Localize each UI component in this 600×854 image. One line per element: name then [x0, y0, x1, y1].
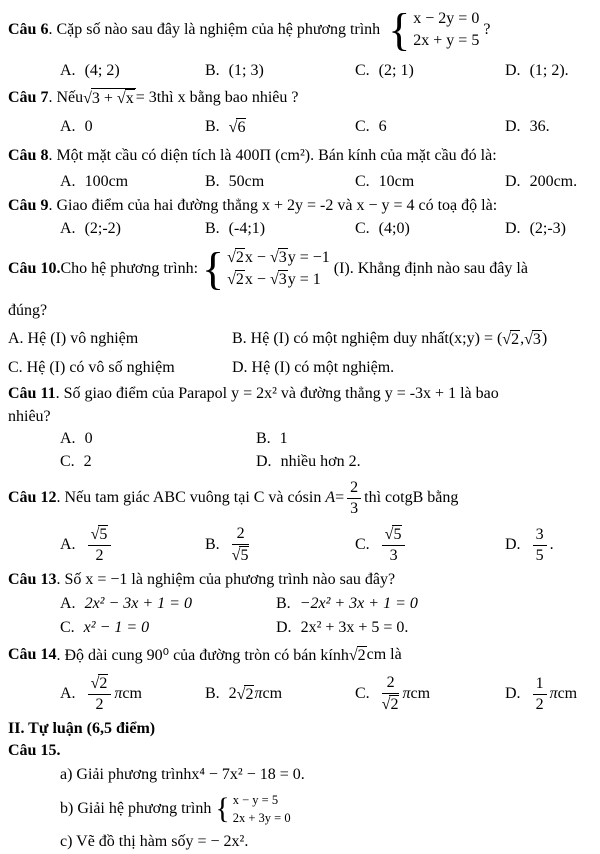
question-15-part-c: c) Vẽ đồ thị hàm số y = − 2x². [60, 833, 249, 850]
option-a: A. (2;-2) [60, 220, 121, 237]
question-label: Câu 11 [8, 385, 56, 402]
question-14 [8, 640, 592, 718]
option-c: C. 10cm [355, 173, 415, 190]
fraction: $\frac{2}{3}$ [347, 479, 361, 518]
question-text-tail: ? [483, 21, 491, 38]
equation-system [202, 246, 330, 292]
option-c: C. 6 [355, 118, 387, 135]
option-a: A. √ $\frac{2}{2}$ π cm [60, 670, 205, 718]
question-13-options-ab [60, 592, 592, 616]
inner-radical: √ x [117, 90, 135, 107]
system-equation-1: √ 2x − √ 3y = −1 [227, 247, 330, 269]
question-9-statement: Câu 9 . Giao điểm của hai đường thẳng x + 2y = -2 và x − y = 4 có toạ độ là: [8, 197, 498, 214]
option-a: A. Hệ (I) vô nghiệm [8, 330, 139, 347]
question-8-options [60, 170, 592, 194]
option-d: D. Hệ (I) có một nghiệm. [232, 359, 395, 376]
option-a: A. √ $\frac{5}{2}$ [60, 522, 205, 568]
radical: √ 2 [502, 330, 520, 349]
question-11-options-cd [60, 450, 592, 474]
option-b: B. 1 [256, 430, 288, 447]
option-b: B. −2x² + 3x + 1 = 0 [276, 595, 418, 612]
question-text: . Cặp số nào sau đây là nghiệm của hệ phương trình [48, 21, 381, 38]
radical: √ 2 [237, 685, 255, 704]
question-11 [8, 382, 592, 474]
option-d: D. $\frac{3}{5}$ . [505, 525, 554, 564]
option-b: B. (1; 3) [205, 62, 264, 79]
option-a: A. 0 [60, 118, 93, 135]
option-c: C. (4;0) [355, 220, 410, 237]
option-c: C. 2 [60, 453, 92, 470]
fraction: $\frac{1}{2}$ [533, 675, 547, 714]
question-15 [8, 740, 592, 854]
question-11-statement-cont: nhiêu? [8, 408, 51, 425]
question-10-statement-cont: đúng? [8, 302, 48, 319]
radical: √ 6 [229, 118, 247, 137]
radical: √ 2 [349, 646, 367, 665]
question-13-statement: Câu 13 . Số x = −1 là nghiệm của phương trình nào sau đây? [8, 571, 396, 588]
question-15-part-a: a) Giải phương trình x⁴ − 7x² − 18 = 0. [60, 766, 305, 783]
system-equation-1: x − 2y = 0 [413, 9, 480, 27]
question-13-options-cd [60, 616, 592, 640]
option-d: D. (2;-3) [505, 220, 566, 237]
option-b: B. Hệ (I) có một nghiệm duy nhất (x;y) = ( √ 2 , √ 3 ) [232, 324, 592, 354]
question-label: Câu 10. [8, 260, 61, 277]
fraction: √ $\frac{5}{2}$ [88, 525, 112, 565]
option-d: D. (1; 2). [505, 62, 569, 79]
question-14-options [60, 670, 592, 718]
option-a: A. 2x² − 3x + 1 = 0 [60, 595, 192, 612]
question-10-options-cd [8, 354, 592, 382]
question-label: Câu 15. [8, 742, 61, 759]
question-15-part-b: b) Giải hệ phương trình { x − y = 5 2x + 3y = 0 [60, 788, 592, 830]
question-label: Câu 12 [8, 489, 57, 506]
option-b: B. 2 √ 2 π cm [205, 670, 355, 718]
question-6-statement [8, 2, 592, 58]
question-9-options [60, 218, 592, 240]
option-c: C. (2; 1) [355, 62, 414, 79]
question-11-options-ab [60, 428, 592, 450]
option-d: D. nhiều hơn 2. [256, 453, 361, 470]
fraction: √ $\frac{2}{2}$ [88, 674, 112, 714]
equation-system [388, 7, 479, 53]
option-c: C. √ $\frac{5}{3}$ [355, 522, 505, 568]
question-label: Câu 13 [8, 571, 57, 588]
question-label: Câu 6 [8, 21, 49, 38]
option-d: D. 200cm. [505, 173, 578, 190]
system-equation-1: x − y = 5 [232, 792, 279, 807]
question-10 [8, 240, 592, 382]
question-label: Câu 7 [8, 89, 49, 106]
question-7-statement: Câu 7 . Nếu √ 3 + √ x = 3 thì x bằng bao nhiêu ? [8, 84, 592, 112]
fraction: 2 √ 2 [382, 674, 400, 714]
question-label: Câu 9 [8, 197, 49, 214]
fraction: $\frac{3}{5}$ [533, 526, 547, 565]
question-12 [8, 474, 592, 568]
question-8-statement: Câu 8 . Một mặt cầu có diện tích là 400Π (cm²). Bán kính của mặt cầu đó là: [8, 147, 497, 164]
question-label: Câu 14 [8, 646, 57, 663]
radical: √ 3 [524, 330, 542, 349]
question-10-statement: Câu 10. Cho hệ phương trình: { √ 2x − √ 3y = −1 √ 2x − √ 3y = 1 (I). Khẳng định nào sau đây là [8, 240, 592, 298]
option-d: D. 36. [505, 118, 550, 135]
option-c: C. 2 √ 2 π cm [355, 670, 505, 718]
option-a: A. 100cm [60, 173, 129, 190]
brace-symbol [215, 794, 229, 824]
option-a: A. 0 [60, 430, 93, 447]
option-b: B. √ 6 [205, 112, 355, 142]
option-c: C. Hệ (I) có vô số nghiệm [8, 359, 175, 376]
fraction: √ $\frac{5}{3}$ [382, 525, 406, 565]
system-equation-2: 2x + 3y = 0 [232, 811, 291, 825]
option-c: C. x² − 1 = 0 [60, 619, 150, 636]
question-12-options [60, 522, 592, 568]
fraction: 2 √ 5 [232, 525, 250, 565]
system-equation-2: √ 2x − √ 3y = 1 [227, 269, 330, 291]
variable-A: A [325, 489, 336, 506]
option-b: B. 2 √ 5 [205, 522, 355, 568]
question-label: Câu 8 [8, 147, 49, 164]
question-13 [8, 568, 592, 640]
question-9 [8, 194, 592, 240]
question-10-options-ab [8, 324, 592, 354]
option-b: B. 50cm [205, 173, 265, 190]
question-7 [8, 84, 592, 142]
question-7-options [60, 112, 592, 142]
option-a: A. (4; 2) [60, 62, 120, 79]
system-equation-2: 2x + y = 5 [413, 32, 480, 49]
option-b: B. (-4;1) [205, 220, 266, 237]
brace-symbol [202, 246, 224, 292]
equation-system [215, 791, 290, 827]
question-6 [8, 2, 592, 84]
option-d: D. $\frac{1}{2}$ π cm [505, 674, 578, 713]
question-11-statement: Câu 11 . Số giao điểm của Parapol y = 2x² và đường thẳng y = -3x + 1 là bao [8, 385, 499, 402]
question-8 [8, 142, 592, 194]
brace-symbol [388, 7, 410, 53]
section-2-heading: II. Tự luận (6,5 điểm) [8, 720, 156, 737]
nested-radical: √ 3 + √ x [83, 88, 136, 108]
question-6-options [60, 58, 592, 84]
option-d: D. 2x² + 3x + 5 = 0. [276, 619, 409, 636]
question-14-statement: Câu 14 . Độ dài cung 90⁰ của đường tròn có bán kính √ 2 cm là [8, 640, 592, 670]
question-12-statement: Câu 12 . Nếu tam giác ABC vuông tại C và có sin A = $\frac{2}{3}$ thì cotgB bằng [8, 478, 459, 517]
